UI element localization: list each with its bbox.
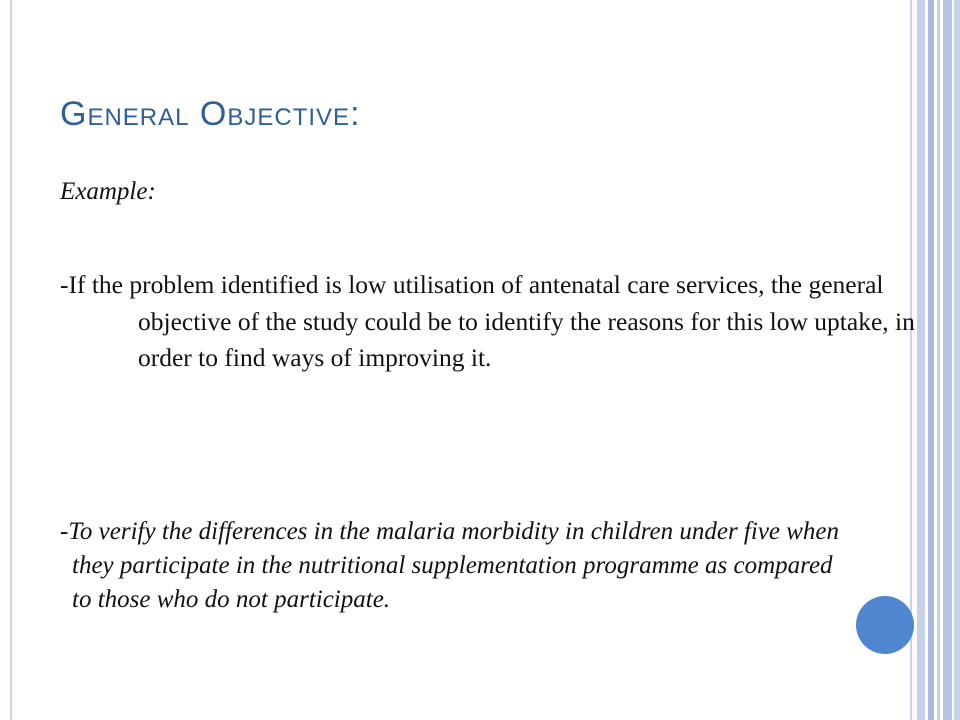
decorative-stripe — [943, 0, 952, 720]
decorative-stripe — [954, 0, 960, 720]
example-label: Example: — [60, 178, 156, 205]
example-paragraph-1: -If the problem identified is low utilisation of antenatal care services, the general objective of the study could be to identify the reasons for this low uptake, in order to find ways of improving it. — [60, 270, 915, 372]
decorative-circle-icon — [856, 596, 914, 654]
example-paragraph-2: -To verify the differences in the malaria morbidity in children under five when they participate in the nutritional supplementation programme as compared to those who do not participate. — [60, 518, 840, 613]
decorative-stripe — [928, 0, 934, 720]
slide-title: General Objective: — [60, 95, 361, 133]
decorative-stripe — [937, 0, 940, 720]
